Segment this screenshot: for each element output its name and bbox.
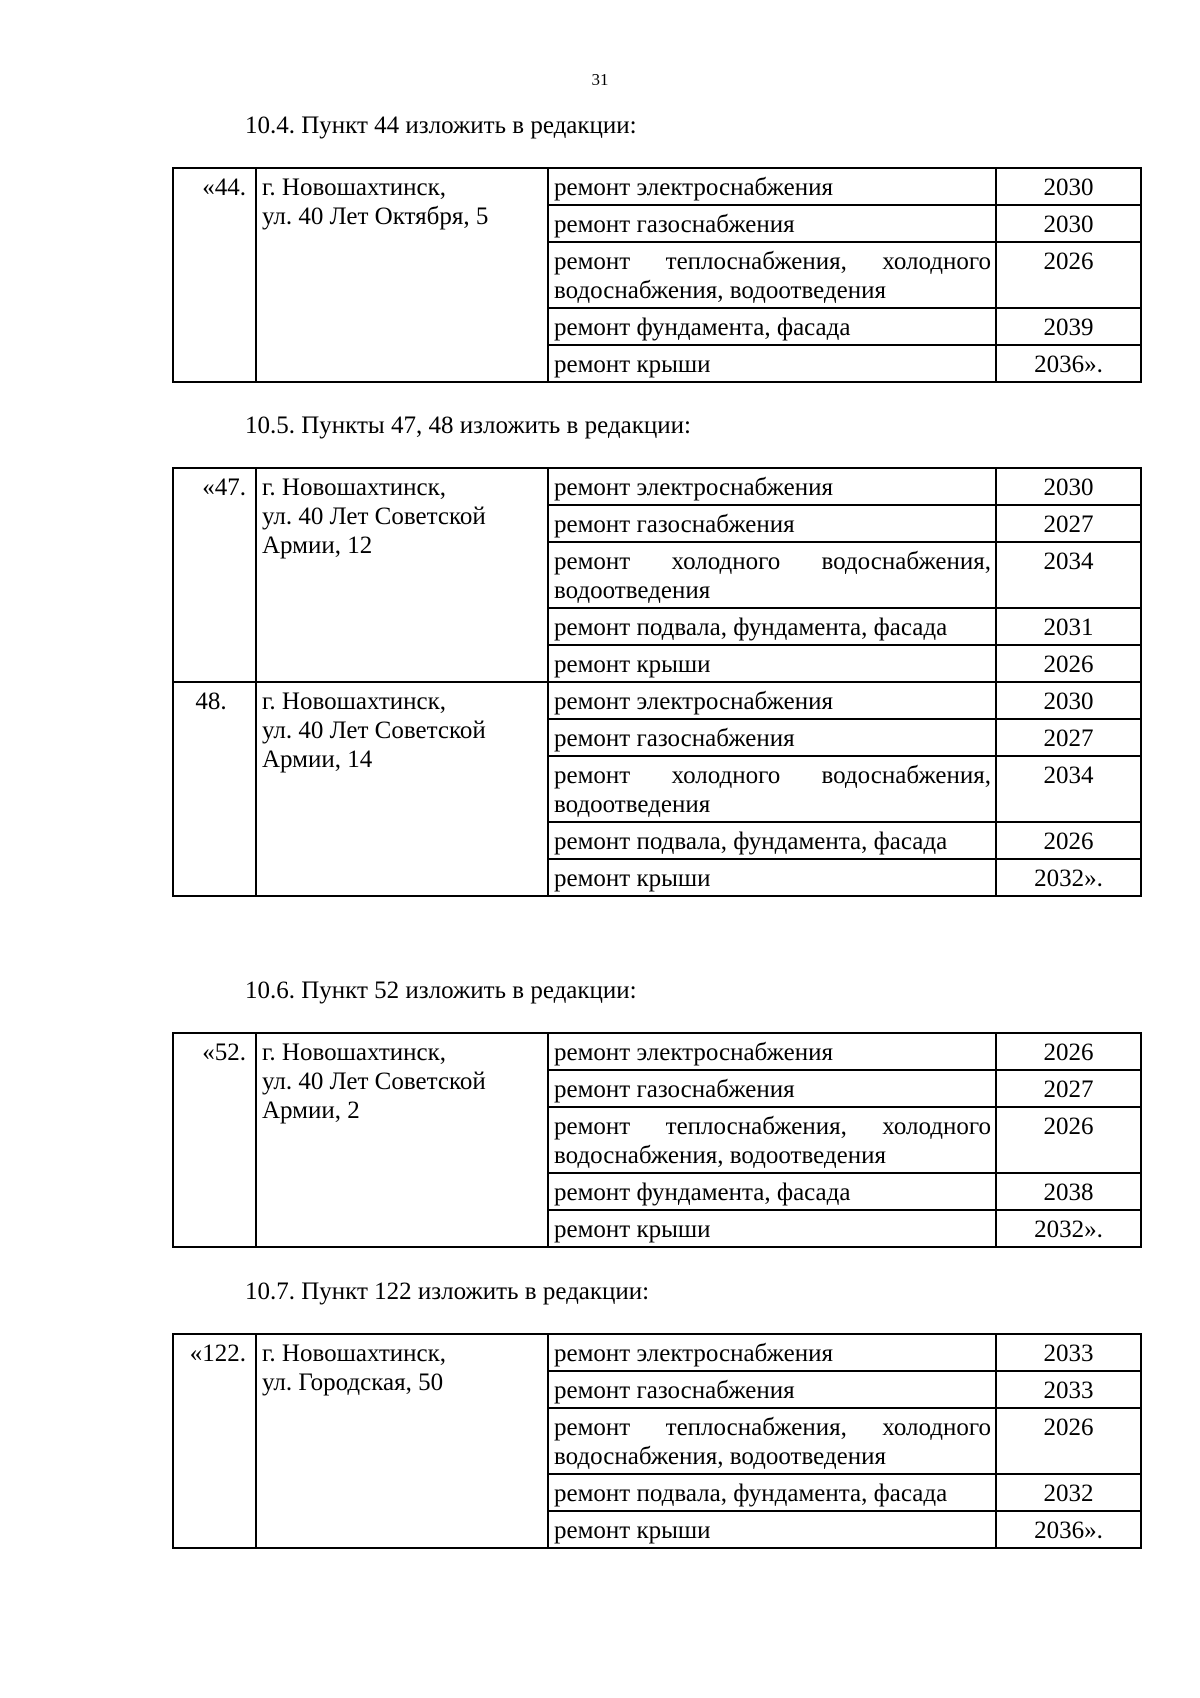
work-type: ремонт газоснабжения — [548, 505, 996, 542]
item-number: «47. — [173, 468, 256, 682]
work-type: ремонт газоснабжения — [548, 719, 996, 756]
item-address — [256, 468, 548, 682]
address-line: Армии, 14 — [262, 746, 373, 773]
work-type: ремонт крыши — [548, 1210, 996, 1247]
work-type: ремонт подвала, фундамента, фасада — [548, 1474, 996, 1511]
work-type: ремонт теплоснабжения, холодного водоснабжения, водоотведения — [548, 1107, 996, 1173]
work-year: 2033 — [996, 1334, 1141, 1371]
work-type: ремонт крыши — [548, 859, 996, 896]
page-number: 31 — [591, 70, 609, 89]
work-year: 2030 — [996, 682, 1141, 719]
work-year: 2027 — [996, 1070, 1141, 1107]
address-line: г. Новошахтинск, — [262, 1039, 447, 1066]
work-year: 2039 — [996, 308, 1141, 345]
work-type: ремонт подвала, фундамента, фасада — [548, 608, 996, 645]
address-line: ул. 40 Лет Советской — [262, 1068, 486, 1095]
work-year: 2026 — [996, 645, 1141, 682]
work-type: ремонт теплоснабжения, холодного водоснабжения, водоотведения — [548, 1408, 996, 1474]
work-year: 2027 — [996, 505, 1141, 542]
repair-schedule-table — [172, 1032, 1142, 1248]
work-year: 2030 — [996, 468, 1141, 505]
address-line: ул. 40 Лет Советской — [262, 717, 486, 744]
table-row — [173, 1033, 1141, 1070]
item-address — [256, 1033, 548, 1247]
work-year: 2030 — [996, 205, 1141, 242]
work-year: 2026 — [996, 1408, 1141, 1474]
table-row — [173, 682, 1141, 719]
work-type: ремонт фундамента, фасада — [548, 1173, 996, 1210]
work-type: ремонт холодного водоснабжения, водоотведения — [548, 756, 996, 822]
work-year: 2033 — [996, 1371, 1141, 1408]
work-type: ремонт электроснабжения — [548, 1033, 996, 1070]
section-heading: 10.6. Пункт 52 изложить в редакции: — [245, 977, 637, 1004]
table-row — [173, 168, 1141, 205]
work-year: 2032». — [996, 859, 1141, 896]
work-type: ремонт электроснабжения — [548, 468, 996, 505]
work-year: 2026 — [996, 242, 1141, 308]
repair-schedule-table — [172, 167, 1142, 383]
work-type: ремонт фундамента, фасада — [548, 308, 996, 345]
work-type: ремонт газоснабжения — [548, 1070, 996, 1107]
work-year: 2032 — [996, 1474, 1141, 1511]
work-type: ремонт электроснабжения — [548, 1334, 996, 1371]
address-line: г. Новошахтинск, — [262, 1340, 447, 1367]
item-address — [256, 1334, 548, 1548]
work-year: 2032». — [996, 1210, 1141, 1247]
table-row — [173, 468, 1141, 505]
work-year: 2030 — [996, 168, 1141, 205]
work-type: ремонт крыши — [548, 645, 996, 682]
item-number: «44. — [173, 168, 256, 382]
address-line: г. Новошахтинск, — [262, 174, 447, 201]
item-address — [256, 168, 548, 382]
work-year: 2026 — [996, 1033, 1141, 1070]
work-year: 2026 — [996, 1107, 1141, 1173]
repair-schedule-table — [172, 1333, 1142, 1549]
address-line: ул. Городская, 50 — [262, 1369, 444, 1396]
item-number: «52. — [173, 1033, 256, 1247]
address-line: Армии, 12 — [262, 532, 373, 559]
repair-schedule-table — [172, 467, 1142, 897]
section-heading: 10.5. Пункты 47, 48 изложить в редакции: — [245, 412, 691, 439]
work-type: ремонт электроснабжения — [548, 682, 996, 719]
section-heading: 10.7. Пункт 122 изложить в редакции: — [245, 1278, 650, 1305]
work-type: ремонт холодного водоснабжения, водоотведения — [548, 542, 996, 608]
work-year: 2026 — [996, 822, 1141, 859]
address-line: ул. 40 Лет Октября, 5 — [262, 203, 489, 230]
work-year: 2034 — [996, 542, 1141, 608]
address-line: г. Новошахтинск, — [262, 474, 447, 501]
work-type: ремонт крыши — [548, 345, 996, 382]
work-year: 2027 — [996, 719, 1141, 756]
item-address — [256, 682, 548, 896]
work-type: ремонт электроснабжения — [548, 168, 996, 205]
work-type: ремонт газоснабжения — [548, 205, 996, 242]
address-line: г. Новошахтинск, — [262, 688, 447, 715]
address-line: Армии, 2 — [262, 1097, 360, 1124]
section-heading: 10.4. Пункт 44 изложить в редакции: — [245, 112, 637, 139]
work-year: 2036». — [996, 345, 1141, 382]
work-type: ремонт теплоснабжения, холодного водоснабжения, водоотведения — [548, 242, 996, 308]
item-number: «122. — [173, 1334, 256, 1548]
work-year: 2038 — [996, 1173, 1141, 1210]
work-year: 2036». — [996, 1511, 1141, 1548]
table-row — [173, 1334, 1141, 1371]
item-number: 48. — [173, 682, 256, 896]
address-line: ул. 40 Лет Советской — [262, 503, 486, 530]
work-type: ремонт крыши — [548, 1511, 996, 1548]
work-type: ремонт газоснабжения — [548, 1371, 996, 1408]
work-year: 2031 — [996, 608, 1141, 645]
work-year: 2034 — [996, 756, 1141, 822]
work-type: ремонт подвала, фундамента, фасада — [548, 822, 996, 859]
